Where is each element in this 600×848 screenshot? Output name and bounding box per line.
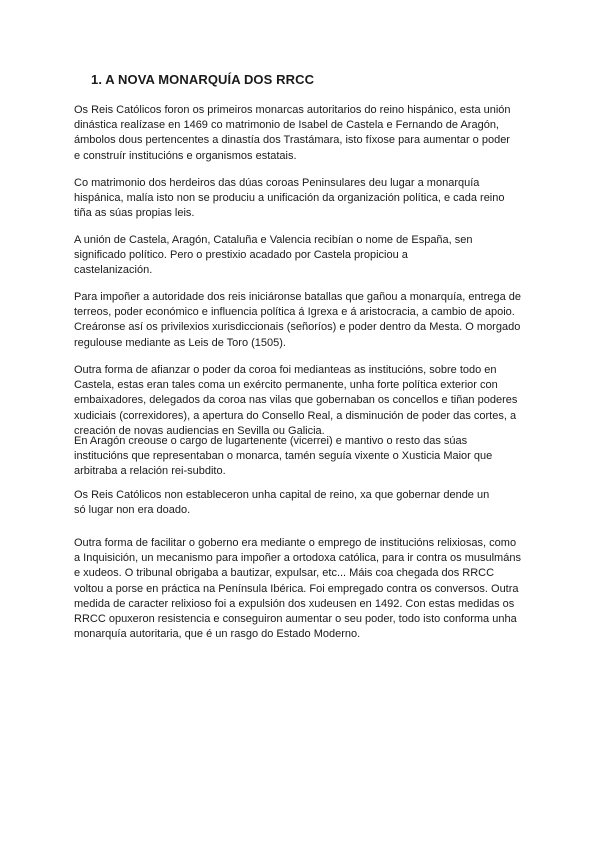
paragraph-line: Outra forma de facilitar o goberno era mediante o emprego de institucións relixiosas, como bbox=[74, 537, 517, 549]
paragraph-matrimonio bbox=[74, 176, 528, 222]
paragraph-capital bbox=[74, 488, 528, 518]
paragraph-line: só lugar non era doado. bbox=[74, 504, 191, 517]
paragraph-line: e xudeos. O tribunal obrigaba a bautizar, expulsar, etc... Máis coa chegada dos RRCC bbox=[74, 567, 495, 580]
paragraph-union bbox=[74, 233, 528, 279]
paragraph-line: RRCC opuxeron resistencia e conseguiron aumentar o seu poder, todo isto conforma unha bbox=[74, 613, 517, 626]
paragraph-line: Creáronse así os privilexios xurisdiccionais (señoríos) e poder dentro da Mesta. O morgado bbox=[74, 321, 521, 334]
paragraph-line: embaixadores, delegados da coroa nas vilas que gobernaban os concellos e tiñan poderes bbox=[74, 394, 518, 407]
paragraph-line: significado político. Pero o prestixio acadado por Castela propiciou a bbox=[74, 249, 408, 262]
paragraph-line: monarquía autoritaria, que é un rasgo do Estado Moderno. bbox=[74, 628, 361, 641]
paragraph-institucions bbox=[74, 363, 528, 439]
paragraph-line: Outra forma de afianzar o poder da coroa foi medianteas as institucións, sobre todo en bbox=[74, 364, 497, 376]
paragraph-line: a Inquisición, un mecanismo para impoñer a ortodoxa católica, para ir contra os musulmáns bbox=[74, 552, 521, 565]
paragraph-line: Castela, estas eran tales coma un exército permanente, unha forte política exterior con bbox=[74, 379, 498, 392]
paragraph-line: castelanización. bbox=[74, 264, 153, 277]
paragraph-line: En Aragón creouse o cargo de lugartenente (vicerrei) e mantivo o resto das súas bbox=[74, 435, 468, 447]
paragraph-line: ámbolos dous pertencentes a dinastía dos Trastámara, isto fíxose para aumentar o poder bbox=[74, 134, 510, 147]
paragraph-line: e construír institucións e organismos estatais. bbox=[74, 149, 297, 162]
paragraph-line: medida de caracter relixioso foi a expulsión dos xudeusen en 1492. Con estas medidas os bbox=[74, 597, 515, 610]
paragraph-line: institucións que representaban o monarca, tamén seguía vixente o Xusticia Maior que bbox=[74, 450, 493, 463]
paragraph-line: voltou a porse en práctica na Península Ibérica. Foi empregado contra os conversos. Outra bbox=[74, 582, 519, 595]
paragraph-line: Os Reis Católicos non estableceron unha capital de reino, xa que gobernar dende un bbox=[74, 489, 490, 501]
paragraph-reis-catolicos bbox=[74, 103, 528, 164]
paragraph-line: A unión de Castela, Aragón, Cataluña e Valencia recibían o nome de España, sen bbox=[74, 234, 473, 246]
paragraph-autoridade bbox=[74, 290, 528, 351]
paragraph-line: regulouse mediante as Leis de Toro (1505). bbox=[74, 336, 286, 349]
paragraph-line: tiña as súas propias leis. bbox=[74, 207, 195, 220]
paragraph-line: dinástica realízase en 1469 co matrimonio de Isabel de Castela e Fernando de Aragón, bbox=[74, 119, 499, 132]
document-title: 1. A NOVA MONARQUÍA DOS RRCC bbox=[91, 72, 315, 87]
paragraph-line: Para impoñer a autoridade dos reis iniciáronse batallas que gañou a monarquía, entrega de bbox=[74, 291, 522, 303]
paragraph-line: hispánica, malía isto non se produciu a unificación da organización política, e cada reino bbox=[74, 192, 505, 205]
paragraph-line: Co matrimonio dos herdeiros das dúas coroas Peninsulares deu lugar a monarquía bbox=[74, 177, 480, 189]
paragraph-line: xudiciais (correxidores), a apertura do Consello Real, a disminución de poder das cortes, a bbox=[74, 409, 517, 422]
paragraph-line: terreos, poder económico e influencia política á Igrexa e á aristocracia, a cambio de apoio. bbox=[74, 306, 515, 319]
paragraph-aragon bbox=[74, 434, 528, 480]
paragraph-line: Os Reis Católicos foron os primeiros monarcas autoritarios do reino hispánico, esta unión bbox=[74, 104, 511, 116]
paragraph-relixiosas bbox=[74, 536, 528, 642]
paragraph-line: creación de novas audiencias en Sevilla ou Galicia. bbox=[74, 424, 325, 437]
paragraph-line: arbitraba a relación rei-subdito. bbox=[74, 465, 226, 478]
